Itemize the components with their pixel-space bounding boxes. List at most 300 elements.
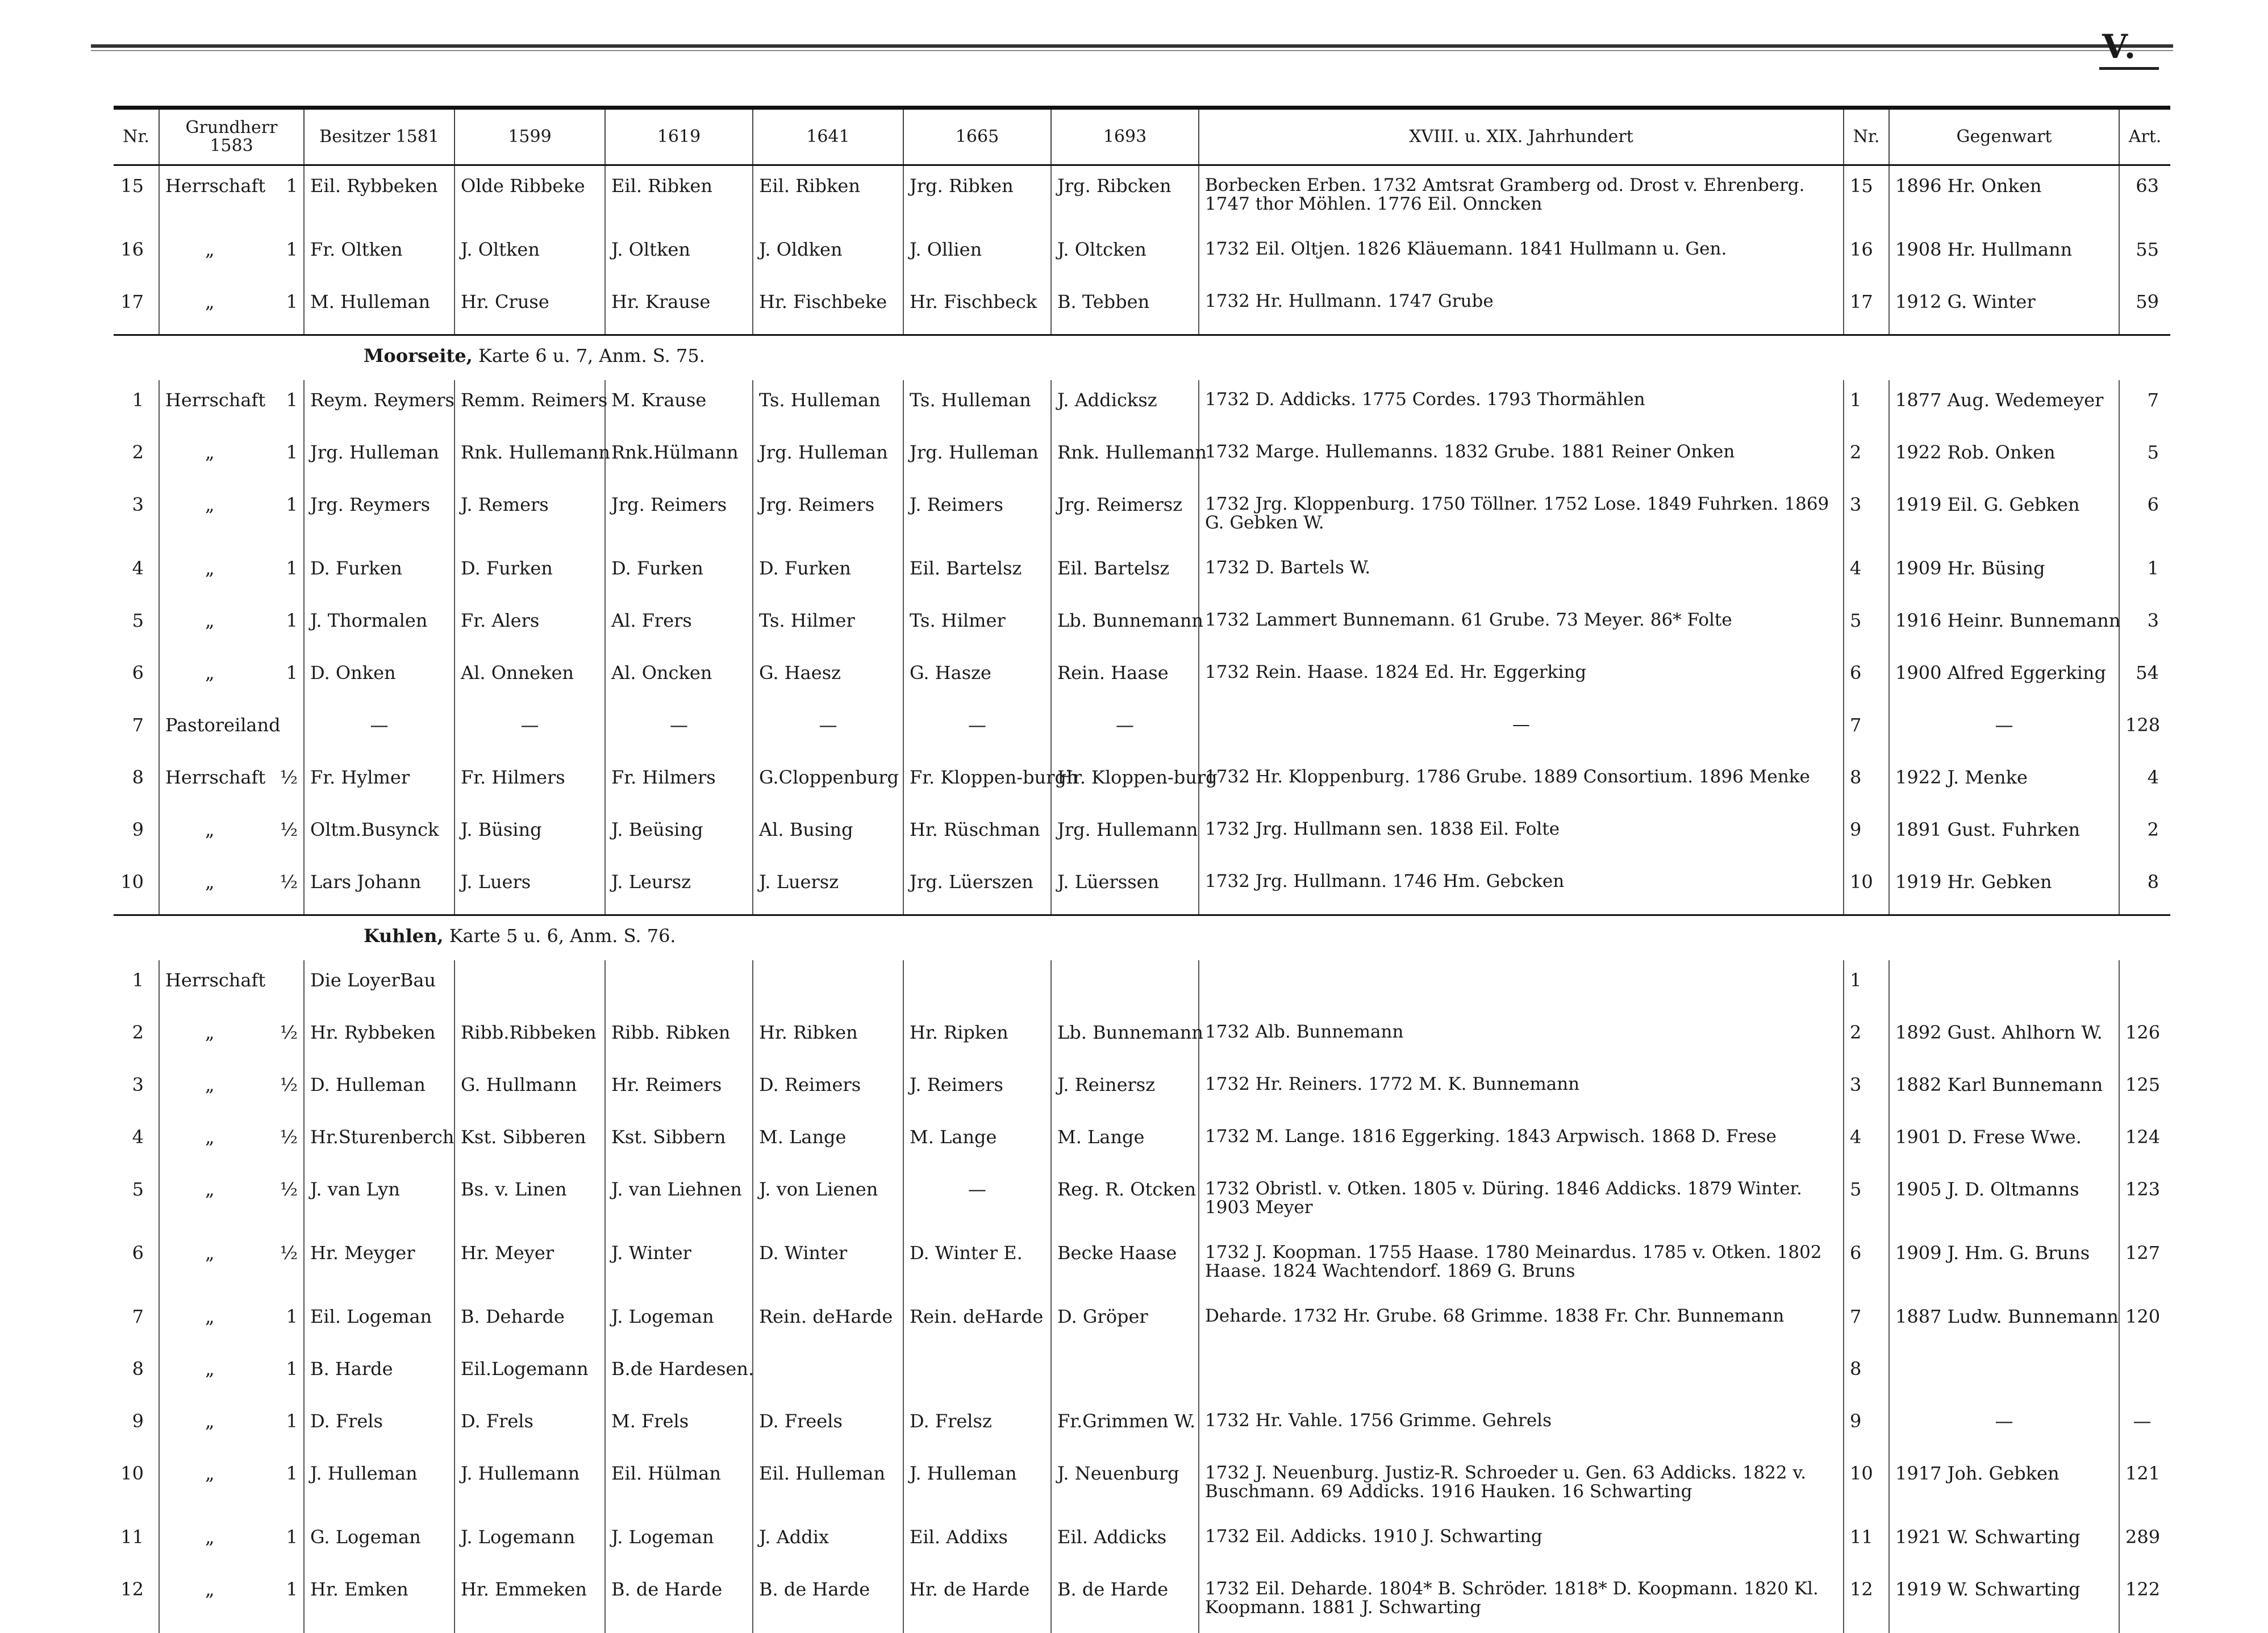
cell-nr2: 9 — [1844, 810, 1889, 862]
cell-nr: 1 — [114, 380, 159, 432]
cell-besitzer: Lars Johann — [304, 862, 455, 915]
cell-y1665: Hr. Fischbeck — [903, 282, 1051, 335]
cell-art: 120 — [2119, 1297, 2170, 1349]
grundherr-share: ½ — [280, 768, 298, 787]
cell-y1599: G. Hullmann — [455, 1065, 605, 1117]
cell-besitzer: Hr. Rybbeken — [304, 1013, 455, 1065]
grundherr-name: Herrschaft — [165, 390, 265, 410]
cell-y1693: J. Oltcken — [1051, 230, 1199, 282]
cell-y1619: Hr. Krause — [605, 282, 753, 335]
cell-nr: 8 — [114, 1349, 159, 1401]
cell-y1619: Eil. Ribken — [605, 165, 753, 230]
cell-grundherr — [159, 1349, 304, 1401]
table-row — [114, 653, 2170, 705]
cell-nr: 7 — [114, 1297, 159, 1349]
cell-gegenwart: 1917 Joh. Gebken — [1889, 1453, 2119, 1517]
grundherr-share: 1 — [286, 495, 298, 514]
section-subtitle: Karte 5 u. 6, Anm. S. 76. — [449, 925, 676, 947]
col-header-1693: 1693 — [1051, 108, 1199, 165]
cell-y1641: — — [753, 705, 903, 757]
table-row — [114, 601, 2170, 653]
cell-y1693: Lb. Bunnemann — [1051, 1013, 1199, 1065]
cell-nr: 15 — [114, 165, 159, 230]
cell-besitzer: D. Frels — [304, 1401, 455, 1453]
cell-hist: 1732 Alb. Bunnemann — [1199, 1013, 1844, 1065]
cell-hist: 1732 Eil. Addicks. 1910 J. Schwarting — [1199, 1517, 1844, 1569]
cell-y1619: D. Furken — [605, 548, 753, 601]
grundherr-share: 1 — [286, 240, 298, 259]
cell-grundherr — [159, 1401, 304, 1453]
cell-besitzer: J. Hulleman — [304, 1453, 455, 1517]
cell-y1665: Eil. Bartelsz — [903, 548, 1051, 601]
cell-y1599: Kst. Sibberen — [455, 1117, 605, 1169]
grundherr-share: ½ — [280, 1023, 298, 1042]
cell-y1665: J. Hulleman — [903, 1453, 1051, 1517]
cell-y1641: Ts. Hilmer — [753, 601, 903, 653]
cell-grundherr — [159, 380, 304, 432]
cell-y1693: Eil. Bartelsz — [1051, 548, 1199, 601]
cell-y1619: M. Frels — [605, 1401, 753, 1453]
grundherr-name: „ — [165, 1359, 215, 1378]
cell-y1619: Kst. Sibbern — [605, 1117, 753, 1169]
cell-nr2: 2 — [1844, 432, 1889, 485]
cell-hist: 1732 Lammert Bunnemann. 61 Grube. 73 Meyer. 86* Folte — [1199, 601, 1844, 653]
cell-besitzer: D. Hulleman — [304, 1065, 455, 1117]
table-row — [114, 1569, 2170, 1633]
table-row — [114, 810, 2170, 862]
cell-y1665: Jrg. Lüerszen — [903, 862, 1051, 915]
cell-gegenwart: 1919 W. Schwarting — [1889, 1569, 2119, 1633]
grundherr-share: 1 — [286, 1307, 298, 1326]
cell-y1619: J. Winter — [605, 1233, 753, 1297]
cell-art: 122 — [2119, 1569, 2170, 1633]
cell-hist: 1732 Hr. Hullmann. 1747 Grube — [1199, 282, 1844, 335]
cell-y1641: Hr. Fischbeke — [753, 282, 903, 335]
cell-gegenwart: 1912 G. Winter — [1889, 282, 2119, 335]
cell-y1641: D. Freels — [753, 1401, 903, 1453]
cell-gegenwart: 1900 Alfred Eggerking — [1889, 653, 2119, 705]
cell-y1665: Rein. deHarde — [903, 1297, 1051, 1349]
cell-nr2: 15 — [1844, 165, 1889, 230]
cell-besitzer: Hr. Meyger — [304, 1233, 455, 1297]
grundherr-name: „ — [165, 292, 215, 311]
cell-gegenwart: — — [1889, 705, 2119, 757]
cell-art: 127 — [2119, 1233, 2170, 1297]
cell-art: 1 — [2119, 548, 2170, 601]
cell-hist: 1732 Rein. Haase. 1824 Ed. Hr. Eggerking — [1199, 653, 1844, 705]
cell-grundherr — [159, 705, 304, 757]
cell-besitzer: Jrg. Hulleman — [304, 432, 455, 485]
cell-y1599: Fr. Hilmers — [455, 757, 605, 810]
table-row — [114, 1401, 2170, 1453]
cell-grundherr — [159, 862, 304, 915]
cell-y1599: Al. Onneken — [455, 653, 605, 705]
grundherr-name: „ — [165, 611, 215, 630]
cell-gegenwart: 1922 Rob. Onken — [1889, 432, 2119, 485]
cell-y1665: Ts. Hilmer — [903, 601, 1051, 653]
cell-y1665: J. Reimers — [903, 1065, 1051, 1117]
table-row — [114, 1117, 2170, 1169]
grundherr-name: „ — [165, 820, 215, 839]
grundherr-share: 1 — [286, 1580, 298, 1599]
cell-nr: 10 — [114, 1453, 159, 1517]
grundherr-share: ½ — [280, 1075, 298, 1094]
cell-besitzer: Hr. Emken — [304, 1569, 455, 1633]
cell-y1693: Becke Haase — [1051, 1233, 1199, 1297]
cell-y1599: Olde Ribbeke — [455, 165, 605, 230]
cell-nr2: 7 — [1844, 1297, 1889, 1349]
cell-nr2: 10 — [1844, 862, 1889, 915]
section-title: Moorseite, — [364, 345, 473, 366]
grundherr-name: „ — [165, 559, 215, 578]
cell-grundherr — [159, 810, 304, 862]
cell-hist: 1732 M. Lange. 1816 Eggerking. 1843 Arpwisch. 1868 D. Frese — [1199, 1117, 1844, 1169]
cell-y1619: Fr. Hilmers — [605, 757, 753, 810]
cell-nr: 5 — [114, 1169, 159, 1233]
grundherr-share: ½ — [280, 1127, 298, 1147]
cell-y1599: B. Deharde — [455, 1297, 605, 1349]
cell-y1641: B. de Harde — [753, 1569, 903, 1633]
cell-gegenwart: 1882 Karl Bunnemann — [1889, 1065, 2119, 1117]
cell-y1665: M. Lange — [903, 1117, 1051, 1169]
grundherr-share: 1 — [286, 176, 298, 195]
cell-y1665: Eil. Addixs — [903, 1517, 1051, 1569]
cell-y1599: Hr. Meyer — [455, 1233, 605, 1297]
register-sheet — [114, 106, 2170, 1633]
cell-y1599: Hr. Emmeken — [455, 1569, 605, 1633]
cell-besitzer: D. Onken — [304, 653, 455, 705]
cell-hist: 1732 Hr. Reiners. 1772 M. K. Bunnemann — [1199, 1065, 1844, 1117]
cell-art — [2119, 1349, 2170, 1401]
cell-y1693: Reg. R. Otcken — [1051, 1169, 1199, 1233]
cell-nr: 3 — [114, 485, 159, 548]
cell-grundherr — [159, 1013, 304, 1065]
col-header-history: XVIII. u. XIX. Jahrhundert — [1199, 108, 1844, 165]
cell-hist: 1732 Jrg. Hullmann sen. 1838 Eil. Folte — [1199, 810, 1844, 862]
cell-besitzer: J. Thormalen — [304, 601, 455, 653]
cell-nr2: 12 — [1844, 1569, 1889, 1633]
top-rule-thin — [91, 50, 2173, 51]
cell-y1665: D. Winter E. — [903, 1233, 1051, 1297]
table-row — [114, 1065, 2170, 1117]
cell-y1665: Hr. Ripken — [903, 1013, 1051, 1065]
cell-y1693: J. Neuenburg — [1051, 1453, 1199, 1517]
grundherr-name: Herrschaft — [165, 768, 265, 787]
cell-y1693: Eil. Addicks — [1051, 1517, 1199, 1569]
cell-gegenwart: 1921 W. Schwarting — [1889, 1517, 2119, 1569]
col-header-1665: 1665 — [903, 108, 1051, 165]
cell-art: 59 — [2119, 282, 2170, 335]
table-row — [114, 1517, 2170, 1569]
cell-hist: 1732 Eil. Deharde. 1804* B. Schröder. 1818* D. Koopmann. 1820 Kl. Koopmann. 1881 J. Schwarting — [1199, 1569, 1844, 1633]
grundherr-share: ½ — [280, 872, 298, 892]
cell-art: 128 — [2119, 705, 2170, 757]
cell-nr2: 10 — [1844, 1453, 1889, 1517]
cell-y1665 — [903, 960, 1051, 1013]
cell-nr2: 9 — [1844, 1401, 1889, 1453]
cell-nr: 1 — [114, 960, 159, 1013]
cell-art: 5 — [2119, 432, 2170, 485]
cell-y1693: — — [1051, 705, 1199, 757]
cell-y1641: D. Furken — [753, 548, 903, 601]
cell-y1619: B. de Harde — [605, 1569, 753, 1633]
cell-y1619: — — [605, 705, 753, 757]
cell-y1693: B. de Harde — [1051, 1569, 1199, 1633]
cell-y1641: D. Reimers — [753, 1065, 903, 1117]
cell-y1599: Fr. Alers — [455, 601, 605, 653]
cell-hist — [1199, 960, 1844, 1013]
cell-y1641 — [753, 1349, 903, 1401]
cell-besitzer: Hr.Sturenberch — [304, 1117, 455, 1169]
cell-gegenwart: 1909 J. Hm. G. Bruns — [1889, 1233, 2119, 1297]
cell-nr: 7 — [114, 705, 159, 757]
cell-art: 54 — [2119, 653, 2170, 705]
cell-y1599 — [455, 960, 605, 1013]
cell-art: — — [2119, 1401, 2170, 1453]
cell-y1641: J. Oldken — [753, 230, 903, 282]
cell-y1693: J. Reinersz — [1051, 1065, 1199, 1117]
section-heading — [114, 915, 2170, 961]
table-row — [114, 1349, 2170, 1401]
cell-gegenwart: 1887 Ludw. Bunnemann — [1889, 1297, 2119, 1349]
grundherr-share: 1 — [286, 1527, 298, 1547]
cell-y1619: Hr. Reimers — [605, 1065, 753, 1117]
table-row — [114, 757, 2170, 810]
cell-gegenwart: 1901 D. Frese Wwe. — [1889, 1117, 2119, 1169]
grundherr-name: „ — [165, 443, 215, 462]
table-row — [114, 230, 2170, 282]
cell-hist: 1732 D. Addicks. 1775 Cordes. 1793 Thormählen — [1199, 380, 1844, 432]
cell-besitzer: G. Logeman — [304, 1517, 455, 1569]
cell-nr: 9 — [114, 1401, 159, 1453]
table-row — [114, 380, 2170, 432]
grundherr-name: Pastoreiland — [165, 715, 281, 735]
cell-y1693: Jrg. Reimersz — [1051, 485, 1199, 548]
cell-besitzer: Reym. Reymers — [304, 380, 455, 432]
cell-y1599: D. Frels — [455, 1401, 605, 1453]
cell-hist: 1732 Eil. Oltjen. 1826 Kläuemann. 1841 Hullmann u. Gen. — [1199, 230, 1844, 282]
cell-nr2: 4 — [1844, 1117, 1889, 1169]
section-heading-row — [114, 335, 2170, 381]
cell-y1641: M. Lange — [753, 1117, 903, 1169]
cell-y1641: D. Winter — [753, 1233, 903, 1297]
cell-hist: 1732 D. Bartels W. — [1199, 548, 1844, 601]
cell-art: 121 — [2119, 1453, 2170, 1517]
cell-y1641: J. Addix — [753, 1517, 903, 1569]
cell-nr: 8 — [114, 757, 159, 810]
cell-grundherr — [159, 1297, 304, 1349]
cell-y1619: J. Oltken — [605, 230, 753, 282]
col-header-nr: Nr. — [114, 108, 159, 165]
cell-hist: 1732 Hr. Kloppenburg. 1786 Grube. 1889 Consortium. 1896 Menke — [1199, 757, 1844, 810]
cell-y1693 — [1051, 1349, 1199, 1401]
cell-nr2: 2 — [1844, 1013, 1889, 1065]
cell-nr: 11 — [114, 1517, 159, 1569]
cell-grundherr — [159, 960, 304, 1013]
cell-y1665: Hr. Rüschman — [903, 810, 1051, 862]
cell-art: 7 — [2119, 380, 2170, 432]
grundherr-name: „ — [165, 1023, 215, 1042]
cell-gegenwart: 1896 Hr. Onken — [1889, 165, 2119, 230]
cell-y1641: Ts. Hulleman — [753, 380, 903, 432]
cell-grundherr — [159, 230, 304, 282]
cell-y1619: Rnk.Hülmann — [605, 432, 753, 485]
cell-nr2: 1 — [1844, 380, 1889, 432]
cell-hist: 1732 Obristl. v. Otken. 1805 v. Düring. 1846 Addicks. 1879 Winter. 1903 Meyer — [1199, 1169, 1844, 1233]
cell-y1599: Rnk. Hullemann — [455, 432, 605, 485]
cell-y1599: J. Luers — [455, 862, 605, 915]
grundherr-name: „ — [165, 872, 215, 892]
cell-y1599: J. Oltken — [455, 230, 605, 282]
cell-nr: 16 — [114, 230, 159, 282]
grundherr-name: „ — [165, 1127, 215, 1147]
cell-nr2: 8 — [1844, 1349, 1889, 1401]
cell-nr2: 11 — [1844, 1517, 1889, 1569]
col-header-gegenwart: Gegenwart — [1889, 108, 2119, 165]
cell-nr2: 4 — [1844, 548, 1889, 601]
cell-y1599: Eil.Logemann — [455, 1349, 605, 1401]
col-header-grundherr: Grundherr 1583 — [159, 108, 304, 165]
cell-y1599: D. Furken — [455, 548, 605, 601]
cell-besitzer: Eil. Logeman — [304, 1297, 455, 1349]
cell-art: 125 — [2119, 1065, 2170, 1117]
cell-y1599: J. Hullemann — [455, 1453, 605, 1517]
cell-y1693 — [1051, 960, 1199, 1013]
cell-y1619: J. Logeman — [605, 1517, 753, 1569]
cell-y1619: J. Leursz — [605, 862, 753, 915]
cell-nr2: 8 — [1844, 757, 1889, 810]
cell-y1693: Rein. Haase — [1051, 653, 1199, 705]
table-row — [114, 485, 2170, 548]
table-row — [114, 1453, 2170, 1517]
cell-y1641: G.Cloppenburg — [753, 757, 903, 810]
cell-grundherr — [159, 485, 304, 548]
cell-y1619: J. Logeman — [605, 1297, 753, 1349]
cell-y1693: Jrg. Hullemann — [1051, 810, 1199, 862]
register-body — [114, 165, 2170, 1633]
cell-grundherr — [159, 1169, 304, 1233]
page-number-rule — [2099, 67, 2159, 70]
cell-grundherr — [159, 1517, 304, 1569]
cell-grundherr — [159, 165, 304, 230]
section-heading-row — [114, 915, 2170, 961]
cell-hist: — — [1199, 705, 1844, 757]
cell-y1665: Jrg. Hulleman — [903, 432, 1051, 485]
cell-y1641 — [753, 960, 903, 1013]
table-row — [114, 705, 2170, 757]
cell-y1665: Fr. Kloppen-burgh — [903, 757, 1051, 810]
grundherr-share: 1 — [286, 1359, 298, 1378]
cell-y1599: Remm. Reimers — [455, 380, 605, 432]
cell-y1641: Jrg. Reimers — [753, 485, 903, 548]
cell-y1641: Rein. deHarde — [753, 1297, 903, 1349]
cell-y1693: Hr. Kloppen-burg — [1051, 757, 1199, 810]
cell-y1599: J. Logemann — [455, 1517, 605, 1569]
cell-nr: 6 — [114, 653, 159, 705]
cell-gegenwart: 1919 Hr. Gebken — [1889, 862, 2119, 915]
cell-gegenwart: 1908 Hr. Hullmann — [1889, 230, 2119, 282]
cell-nr2: 17 — [1844, 282, 1889, 335]
cell-y1665: Jrg. Ribken — [903, 165, 1051, 230]
cell-gegenwart: 1909 Hr. Büsing — [1889, 548, 2119, 601]
cell-hist: 1732 Marge. Hullemanns. 1832 Grube. 1881 Reiner Onken — [1199, 432, 1844, 485]
cell-besitzer: Die LoyerBau — [304, 960, 455, 1013]
table-row — [114, 282, 2170, 335]
cell-y1641: G. Haesz — [753, 653, 903, 705]
cell-y1599: Bs. v. Linen — [455, 1169, 605, 1233]
cell-art: 126 — [2119, 1013, 2170, 1065]
cell-hist: Borbecken Erben. 1732 Amtsrat Gramberg od. Drost v. Ehrenberg. 1747 thor Möhlen. 1776 Eil. Onncken — [1199, 165, 1844, 230]
cell-art: 8 — [2119, 862, 2170, 915]
grundherr-share: 1 — [286, 1411, 298, 1431]
cell-y1599: J. Remers — [455, 485, 605, 548]
cell-besitzer: J. van Lyn — [304, 1169, 455, 1233]
grundherr-name: „ — [165, 1075, 215, 1094]
top-rule — [91, 44, 2173, 48]
cell-nr: 6 — [114, 1233, 159, 1297]
cell-nr2: 16 — [1844, 230, 1889, 282]
cell-y1665: J. Reimers — [903, 485, 1051, 548]
grundherr-share: 1 — [286, 559, 298, 578]
cell-gegenwart: 1892 Gust. Ahlhorn W. — [1889, 1013, 2119, 1065]
header-row — [114, 108, 2170, 165]
grundherr-share: 1 — [286, 292, 298, 311]
cell-grundherr — [159, 282, 304, 335]
grundherr-name: „ — [165, 1580, 215, 1599]
col-header-1641: 1641 — [753, 108, 903, 165]
cell-y1665: — — [903, 1169, 1051, 1233]
cell-y1641: Hr. Ribken — [753, 1013, 903, 1065]
cell-grundherr — [159, 1117, 304, 1169]
cell-y1599: Ribb.Ribbeken — [455, 1013, 605, 1065]
cell-gegenwart: 1891 Gust. Fuhrken — [1889, 810, 2119, 862]
col-header-nr2: Nr. — [1844, 108, 1889, 165]
cell-besitzer: Jrg. Reymers — [304, 485, 455, 548]
grundherr-name: „ — [165, 1243, 215, 1263]
cell-y1619 — [605, 960, 753, 1013]
cell-besitzer: Fr. Oltken — [304, 230, 455, 282]
cell-art: 2 — [2119, 810, 2170, 862]
grundherr-share: 1 — [286, 663, 298, 682]
cell-grundherr — [159, 1453, 304, 1517]
cell-y1665: J. Ollien — [903, 230, 1051, 282]
cell-hist — [1199, 1349, 1844, 1401]
cell-y1693: Jrg. Ribcken — [1051, 165, 1199, 230]
cell-nr: 2 — [114, 1013, 159, 1065]
cell-y1693: B. Tebben — [1051, 282, 1199, 335]
cell-nr2: 6 — [1844, 1233, 1889, 1297]
cell-nr2: 7 — [1844, 705, 1889, 757]
cell-art: 55 — [2119, 230, 2170, 282]
cell-nr2: 5 — [1844, 1169, 1889, 1233]
cell-grundherr — [159, 1065, 304, 1117]
cell-hist: 1732 Jrg. Hullmann. 1746 Hm. Gebcken — [1199, 862, 1844, 915]
cell-y1665 — [903, 1349, 1051, 1401]
col-header-besitzer: Besitzer 1581 — [304, 108, 455, 165]
cell-nr: 3 — [114, 1065, 159, 1117]
cell-y1619: Al. Oncken — [605, 653, 753, 705]
cell-y1665: G. Hasze — [903, 653, 1051, 705]
cell-y1693: Rnk. Hullemann — [1051, 432, 1199, 485]
cell-art: 289 — [2119, 1517, 2170, 1569]
grundherr-name: „ — [165, 495, 215, 514]
cell-y1599: Hr. Cruse — [455, 282, 605, 335]
cell-y1641: Jrg. Hulleman — [753, 432, 903, 485]
cell-nr2: 3 — [1844, 1065, 1889, 1117]
cell-hist: Deharde. 1732 Hr. Grube. 68 Grimme. 1838 Fr. Chr. Bunnemann — [1199, 1297, 1844, 1349]
cell-y1693: M. Lange — [1051, 1117, 1199, 1169]
table-row — [114, 548, 2170, 601]
